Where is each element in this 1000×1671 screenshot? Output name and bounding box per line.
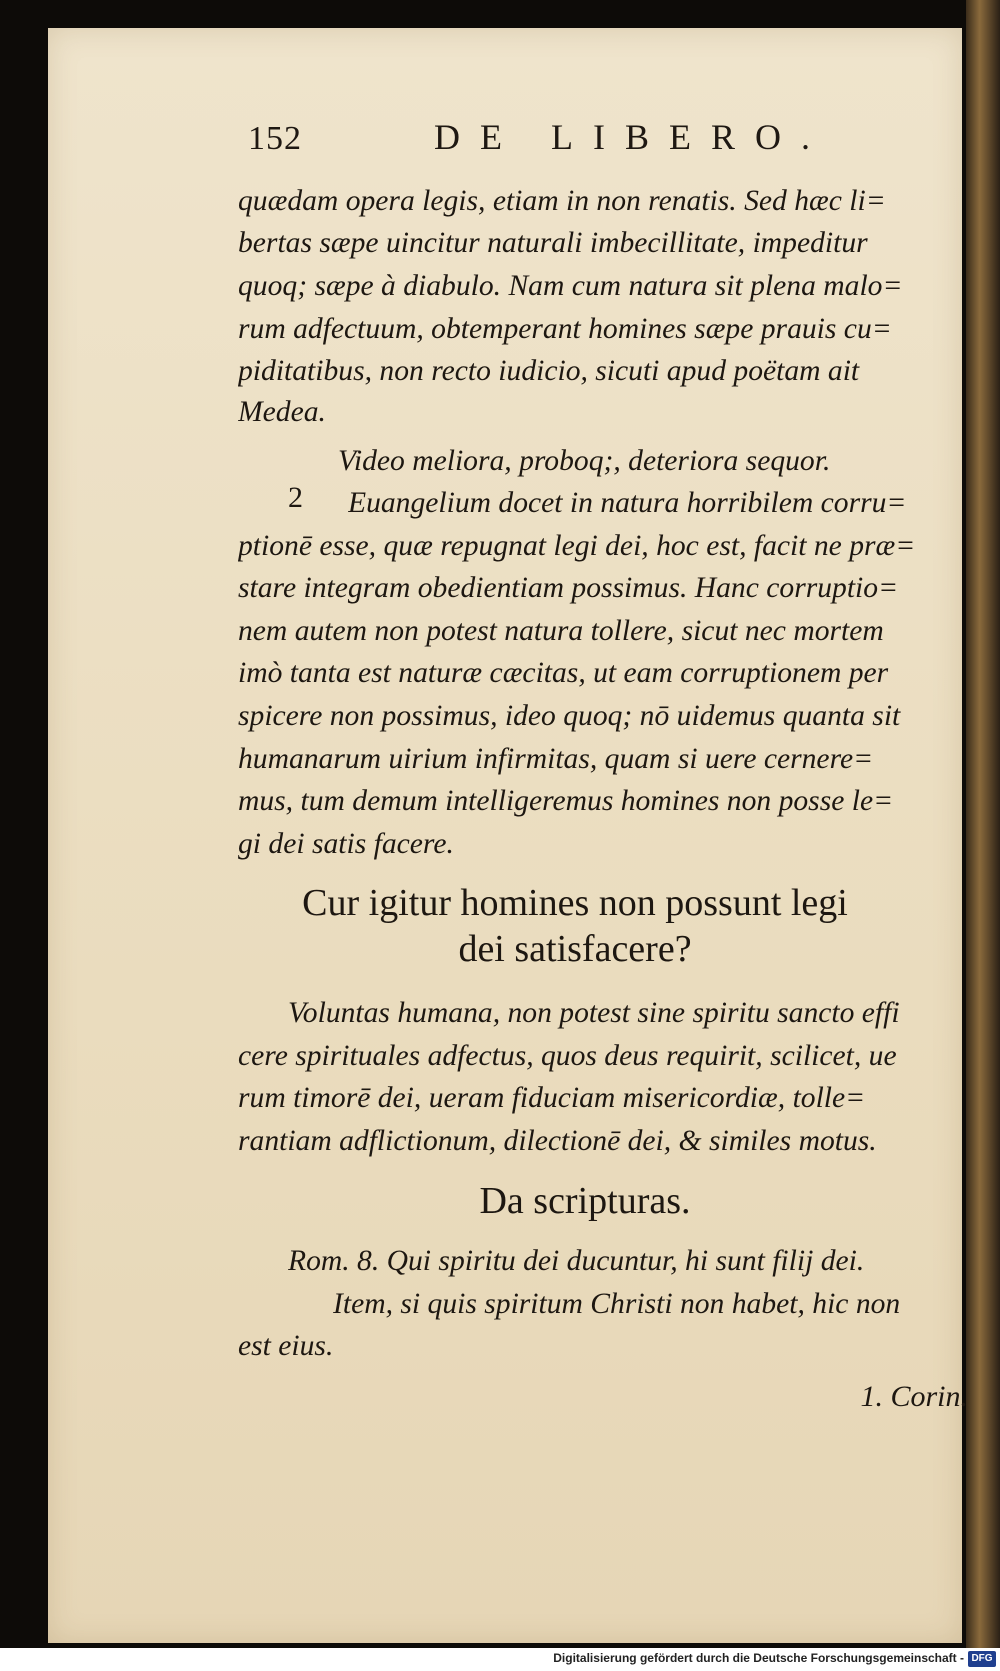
text-line: quædam opera legis, etiam in non renatis. Sed hæc li=: [238, 185, 886, 217]
text-line: Voluntas humana, non potest sine spiritu sancto effi: [288, 997, 900, 1029]
text-line: Medea.: [238, 396, 326, 428]
text-line: rum adfectuum, obtemperant homines sæpe prauis cu=: [238, 313, 892, 345]
digitization-footer: [0, 1648, 1000, 1671]
running-title: DE LIBERO.: [434, 117, 830, 157]
section-heading: dei satisfacere?: [458, 928, 692, 970]
text-line: rum timorē dei, ueram fiduciam misericordiæ, tolle=: [238, 1082, 866, 1114]
text-line: rantiam adflictionum, dilectionē dei, & similes motus.: [238, 1125, 877, 1157]
text-line: Rom. 8. Qui spiritu dei ducuntur, hi sunt filij dei.: [288, 1245, 865, 1277]
text-line: mus, tum demum intelligeremus homines non posse le=: [238, 785, 894, 817]
text-line: ptionē esse, quæ repugnat legi dei, hoc est, facit ne præ=: [238, 530, 916, 562]
text-line: cere spirituales adfectus, quos deus requirit, scilicet, ue: [238, 1040, 897, 1072]
text-line: nem autem non potest natura tollere, sicut nec mortem: [238, 615, 884, 647]
text-line: est eius.: [238, 1330, 334, 1362]
section-number: 2: [288, 481, 303, 514]
text-line: Item, si quis spiritum Christi non habet, hic non: [333, 1288, 901, 1320]
text-line: bertas sæpe uincitur naturali imbecillitate, impeditur: [238, 227, 868, 259]
section-heading: Cur igitur homines non possunt legi: [302, 882, 848, 924]
text-line: piditatibus, non recto iudicio, sicuti apud poëtam ait: [238, 355, 860, 387]
text-line: imò tanta est naturæ cæcitas, ut eam corruptionem per: [238, 657, 889, 689]
funding-credit: Digitalisierung gefördert durch die Deutsche Forschungsgemeinschaft -: [553, 1651, 964, 1665]
text-line: spicere non possimus, ideo quoq; nō uidemus quanta sit: [238, 700, 901, 732]
book-edge: [966, 0, 1000, 1648]
verse-quote: Video meliora, proboq;, deteriora sequor.: [338, 445, 831, 477]
page-header: [48, 114, 962, 164]
text-line: humanarum uirium infirmitas, quam si uere cernere=: [238, 743, 874, 775]
catchword: 1. Corin.: [860, 1380, 968, 1413]
dfg-logo-icon: DFG: [968, 1651, 996, 1667]
page-number: 152: [248, 120, 302, 157]
text-line: stare integram obedientiam possimus. Hanc corruptio=: [238, 572, 899, 604]
section-heading: Da scripturas.: [479, 1180, 691, 1222]
text-line: gi dei satis facere.: [238, 828, 454, 860]
text-line: quoq; sæpe à diabulo. Nam cum natura sit plena malo=: [238, 270, 903, 302]
book-page: [48, 28, 968, 1643]
text-line: Euangelium docet in natura horribilem corru=: [348, 487, 907, 519]
